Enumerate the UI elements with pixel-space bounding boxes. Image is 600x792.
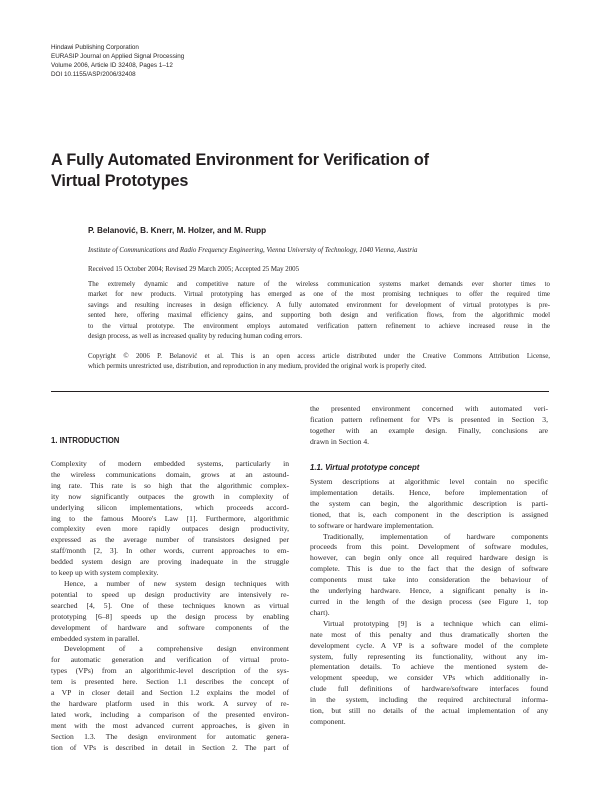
body-line: ing to the famous Moore's Law [1]. Furthermore, algorithmic bbox=[51, 513, 289, 523]
body-line: ity now significantly outpaces the growth in complexity of bbox=[51, 491, 289, 501]
subsection-heading-virtual-prototype: 1.1. Virtual prototype concept bbox=[310, 463, 420, 472]
abstract-line: The extremely dynamic and competitive nature of the wireless communication systems market demands ever shorter times to bbox=[88, 281, 550, 288]
section-heading-introduction: 1. INTRODUCTION bbox=[51, 436, 120, 445]
body-line: development of hardware and software components of the bbox=[51, 622, 289, 632]
abstract bbox=[88, 280, 550, 342]
body-line: the presented environment concerned with automated veri- bbox=[310, 404, 548, 413]
journal-line: EURASIP Journal on Applied Signal Processing bbox=[51, 52, 185, 60]
body-line: drawn in Section 4. bbox=[310, 436, 370, 446]
body-line: ment with the most advanced current approaches, is given in bbox=[51, 720, 289, 730]
body-line: ing rate. This rate is so high that the algorithmic complex- bbox=[51, 480, 289, 490]
body-line: the hardware platform used in this work. A survey of re- bbox=[51, 698, 289, 708]
right-column-intro bbox=[310, 404, 548, 448]
publisher-line: Hindawi Publishing Corporation bbox=[51, 44, 139, 51]
body-line: component. bbox=[310, 716, 346, 726]
submission-dates: Received 15 October 2004; Revised 29 March 2005; Accepted 25 May 2005 bbox=[88, 266, 300, 273]
body-line: fication pattern refinement for VPs is presented in Section 3, bbox=[310, 414, 548, 424]
paper-title bbox=[51, 150, 511, 192]
abstract-line: design process, as well as increased quality by reducing human coding errors. bbox=[88, 333, 303, 341]
body-line: for automatic generation and verification of virtual proto- bbox=[51, 655, 289, 665]
title-line-1: A Fully Automated Environment for Verification of bbox=[51, 151, 429, 169]
body-line: tion, but still no details of the actual implementation of any bbox=[310, 706, 548, 716]
body-line: development cycle. A VP is a software model of the complete bbox=[310, 640, 548, 650]
copyright-notice bbox=[88, 352, 550, 373]
body-line: proceeds from this point. Development of software modules, bbox=[310, 542, 548, 552]
body-line: expressed as the average number of transistors designed per bbox=[51, 535, 289, 545]
body-line: tem is presented here. Section 1.1 describes the concept of bbox=[51, 677, 289, 687]
abstract-line: savings and resulting increases in design efficiency. A fully automated environment for development of virtual prototypes is pre- bbox=[88, 301, 550, 309]
abstract-line: to the virtual prototype. The environment employs automated verification pattern refinement to achieve increased reuse in the bbox=[88, 322, 550, 330]
right-column-body bbox=[310, 477, 548, 728]
body-line: together with an example design. Finally, conclusions are bbox=[310, 425, 548, 435]
body-line: the underlying hardware. Hence, a significant penalty is in- bbox=[310, 586, 548, 596]
body-line: the wireless communications domain, grows at an astound- bbox=[51, 469, 289, 479]
body-line: System descriptions at algorithmic level contain no specific bbox=[310, 477, 548, 486]
body-line: to software or hardware implementation. bbox=[310, 520, 434, 530]
body-line: components must take into consideration the behaviour of bbox=[310, 575, 548, 585]
body-line: in the system, including the required architectural informa- bbox=[310, 695, 548, 705]
body-line: Hence, a number of new system design techniques with bbox=[64, 578, 289, 588]
body-line: staff/month [2, 3]. In other words, current approaches to em- bbox=[51, 546, 289, 556]
body-line: implementation details. Hence, before implementation of bbox=[310, 487, 548, 497]
body-line: nate most of this penalty and thus dramatically shorten the bbox=[310, 629, 548, 639]
body-line: complete. This is due to the fact that the design of software bbox=[310, 564, 548, 574]
body-line: Virtual prototyping [9] is a technique which can elimi- bbox=[323, 618, 548, 628]
body-line: Traditionally, implementation of hardware components bbox=[323, 531, 548, 541]
volume-line: Volume 2006, Article ID 32408, Pages 1–12 bbox=[51, 61, 173, 69]
body-line: Section 1.3. The design environment for automatic genera- bbox=[51, 731, 289, 741]
body-line: a VP in closer detail and Section 1.2 explains the model of bbox=[51, 688, 289, 698]
body-line: embedded system in parallel. bbox=[51, 633, 140, 643]
body-line: system, fully representing its functionality, without any im- bbox=[310, 651, 548, 661]
body-line: velopment speedup, we consider VPs which additionally in- bbox=[310, 673, 548, 683]
body-line: tion of VPs is described in detail in Section 2. The part of bbox=[51, 742, 289, 752]
body-line: types (VPs) from an algorithmic-level description of the sys- bbox=[51, 666, 289, 676]
body-line: bedded system design are proving inadequate in the struggle bbox=[51, 557, 289, 567]
body-line: clude full definitions of hardware/software interfaces found bbox=[310, 684, 548, 694]
abstract-line: market for new products. Virtual prototyping has emerged as one of the most promising techniques to offer the required time bbox=[88, 291, 550, 299]
body-line: the system can begin, the algorithmic description is parti- bbox=[310, 498, 548, 508]
journal-header bbox=[51, 44, 184, 80]
section-divider bbox=[51, 391, 549, 392]
body-line: chart). bbox=[310, 607, 330, 617]
body-line: underlying silicon implementations, which proceeds accord- bbox=[51, 502, 289, 512]
body-line: searched [4, 5]. One of these techniques known as virtual bbox=[51, 600, 289, 610]
body-line: tioned, that is, each component in the description is assigned bbox=[310, 509, 548, 519]
body-line: plementation details. To achieve the mentioned system de- bbox=[310, 662, 548, 672]
copyright-line: Copyright © 2006 P. Belanović et al. This is an open access article distributed under the Creative Commons Attribution License, bbox=[88, 353, 550, 360]
body-line: prototyping [6–8] speeds up the design process by enabling bbox=[51, 611, 289, 621]
body-line: curred in the length of the design process (see Figure 1, top bbox=[310, 596, 548, 606]
left-column-body bbox=[51, 459, 289, 753]
body-line: Development of a comprehensive design environment bbox=[64, 644, 289, 654]
abstract-line: sented here, offering maximal efficiency gains, and supporting both design and verification flows, from the algorithmic model bbox=[88, 312, 550, 320]
body-line: to keep up with system complexity. bbox=[51, 568, 159, 578]
copyright-line: which permits unrestricted use, distribution, and reproduction in any medium, provided the original work is properly cited. bbox=[88, 363, 427, 371]
body-line: however, can begin only once all required hardware design is bbox=[310, 553, 548, 563]
author-list: P. Belanović, B. Knerr, M. Holzer, and M. Rupp bbox=[88, 226, 267, 235]
doi-line: DOI 10.1155/ASP/2006/32408 bbox=[51, 70, 136, 78]
body-line: lated work, including a comparison of the presented environ- bbox=[51, 709, 289, 719]
body-line: potential to speed up design productivity are intensively re- bbox=[51, 589, 289, 599]
title-line-2: Virtual Prototypes bbox=[51, 172, 189, 190]
body-line: complexity even more rapidly outpaces design productivity, bbox=[51, 524, 289, 534]
body-line: Complexity of modern embedded systems, particularly in bbox=[51, 459, 289, 468]
affiliation: Institute of Communications and Radio Frequency Engineering, Vienna University of Technology, 1040 Vienna, Austria bbox=[88, 247, 418, 254]
